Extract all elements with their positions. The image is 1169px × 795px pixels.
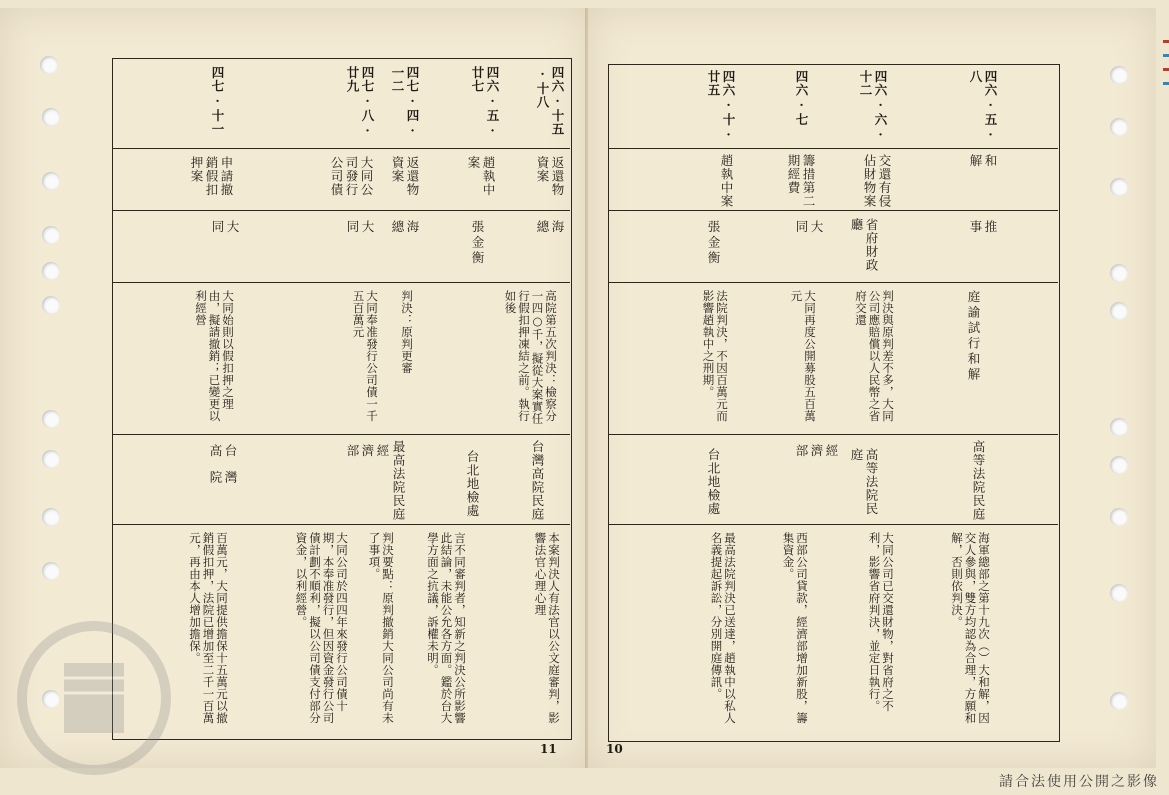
color-tabs bbox=[1159, 40, 1169, 96]
entry-subject: 交還有侵佔財物案 bbox=[862, 154, 892, 208]
entry-court: 經 濟 部 bbox=[345, 444, 390, 497]
punch-hole bbox=[42, 450, 60, 468]
punch-hole bbox=[42, 262, 60, 280]
entry-subject: 和 解 bbox=[968, 154, 998, 207]
entry-status: 本案判決人有法官以公文庭審判，影響法官心理心理 bbox=[533, 532, 561, 724]
punch-hole bbox=[1110, 692, 1128, 710]
entry-subject: 返還物資案 bbox=[535, 156, 565, 197]
entry-agency: 張金衡 bbox=[470, 220, 485, 267]
punch-hole bbox=[40, 56, 58, 74]
entry-status: 海軍總部之第十九次（）大和解，因交人參與，雙方均認為合理，方願和解，否則依判決。 bbox=[950, 532, 991, 724]
left-page bbox=[0, 8, 588, 768]
entry-agency: 省府財政廳 bbox=[849, 218, 879, 272]
entry-summary: 大同奉准發行公司債一千五百萬元 bbox=[351, 290, 379, 422]
entry-agency: 海 總 bbox=[390, 220, 420, 273]
entry-subject: 返還物資案 bbox=[390, 156, 420, 197]
punch-hole bbox=[1110, 584, 1128, 602]
entry-summary: 庭諭試行和解 bbox=[966, 290, 981, 383]
entry-subject: 大同公司發行公司債 bbox=[329, 156, 374, 197]
entry-date: 四七·八·廿九 bbox=[345, 66, 375, 139]
punch-hole bbox=[1110, 178, 1128, 196]
entry-summary: 法院判決，不因百萬元而影響趙執中之刑期。 bbox=[701, 290, 729, 422]
entry-subject: 籌措第二期經費 bbox=[786, 154, 816, 208]
entry-court: 高等法院民庭 bbox=[971, 440, 986, 521]
usage-watermark: 請合法使用公開之影像 bbox=[999, 774, 1159, 790]
entry-court: 台灣高院 bbox=[208, 444, 238, 497]
entry-subject: 趙執中案 bbox=[719, 154, 734, 208]
entry-status: 大同公司已交還財物，對省府之不利，影響省府判決，並定日執行。 bbox=[867, 532, 895, 712]
entry-date: 四七·四·一二 bbox=[390, 66, 420, 139]
entry-date: 四六·五·廿七 bbox=[470, 66, 500, 139]
entry-status: 大同公司於四四年來發行公司債十期，本奉准發行，但因資金發行公司債計劃不順利，擬以公司債支付部分資金，以利經營。 bbox=[294, 532, 349, 724]
punch-hole bbox=[42, 226, 60, 244]
punch-hole bbox=[42, 296, 60, 314]
entry-summary: 判決與原判差不多，大同公司應賠償以人民幣之省府交還 bbox=[854, 290, 895, 422]
entry-court: 台北地檢處 bbox=[706, 448, 721, 516]
entry-date: 四六·十五·十八 bbox=[535, 66, 565, 136]
punch-hole bbox=[42, 508, 60, 526]
entry-date: 四六·六·十二 bbox=[858, 70, 888, 143]
punch-hole bbox=[42, 410, 60, 428]
archive-stamp-logo bbox=[4, 608, 174, 758]
entry-agency: 大 同 bbox=[794, 220, 824, 273]
entry-status: 西部公司貸款，經濟部增加新股，籌集資金。 bbox=[781, 532, 809, 724]
entry-subject: 申請撤銷假扣押案 bbox=[189, 156, 234, 197]
entry-date: 四六·十·廿五 bbox=[706, 70, 736, 143]
entry-summary: 判決：原判更審 bbox=[400, 290, 414, 374]
entry-agency: 大 同 bbox=[210, 220, 240, 273]
entry-status: 言不同審判者，知新之判決公所影響此結論，未能公允各方面。鑑於台大學方面之抗議，訴權未明。 bbox=[426, 532, 467, 724]
entry-court: 經 濟 部 bbox=[794, 444, 839, 497]
entry-court: 台北地檢處 bbox=[465, 450, 480, 518]
entry-summary: 大同再度公開募股五百萬元 bbox=[789, 290, 817, 422]
entry-agency: 大 同 bbox=[345, 220, 375, 273]
entry-status: 最高法院判決已送達，趙執中以私人名義提起訴訟，分別開庭傳訊。 bbox=[709, 532, 737, 724]
punch-hole bbox=[1110, 264, 1128, 282]
punch-hole bbox=[1110, 66, 1128, 84]
punch-hole bbox=[1110, 118, 1128, 136]
punch-hole bbox=[42, 108, 60, 126]
punch-hole bbox=[1110, 302, 1128, 320]
entry-date: 四六·七 bbox=[794, 70, 809, 127]
entry-status: 百萬元，大同提供擔保十五萬元以撤銷假扣押，法院已增加至二千一百萬元，再由本人增加擔保。 bbox=[188, 532, 229, 724]
entry-date: 四六·五·八 bbox=[968, 70, 998, 143]
punch-hole bbox=[42, 172, 60, 190]
entry-date: 四七·十一 bbox=[210, 66, 225, 136]
page-number: 10 bbox=[606, 742, 623, 756]
entry-summary: 高院第五次判決：檢察分一四○千，擬從大案實任行假扣押凍結之前。執行如後 bbox=[503, 290, 558, 425]
entry-summary: 大同始則以假扣押之理由，擬請撤銷；已變更以利經營 bbox=[194, 290, 235, 422]
entry-court: 最高法院民庭 bbox=[391, 440, 406, 521]
punch-hole bbox=[1110, 418, 1128, 436]
entry-court: 台灣高院民庭 bbox=[530, 440, 545, 521]
page-number: 11 bbox=[540, 742, 557, 756]
entry-agency: 推 事 bbox=[968, 220, 998, 273]
punch-hole bbox=[1110, 508, 1128, 526]
right-page bbox=[588, 8, 1156, 768]
punch-hole bbox=[1110, 456, 1128, 474]
entry-subject: 趙執中案 bbox=[466, 156, 496, 197]
punch-hole bbox=[42, 690, 60, 708]
entry-status: 判決要點：原判撤銷大同公司尚有未了事項。 bbox=[367, 532, 395, 724]
entry-court: 高等法院民庭 bbox=[849, 448, 879, 516]
entry-agency: 海 總 bbox=[535, 220, 565, 273]
entry-agency: 張金衡 bbox=[706, 220, 721, 267]
punch-hole bbox=[42, 562, 60, 580]
